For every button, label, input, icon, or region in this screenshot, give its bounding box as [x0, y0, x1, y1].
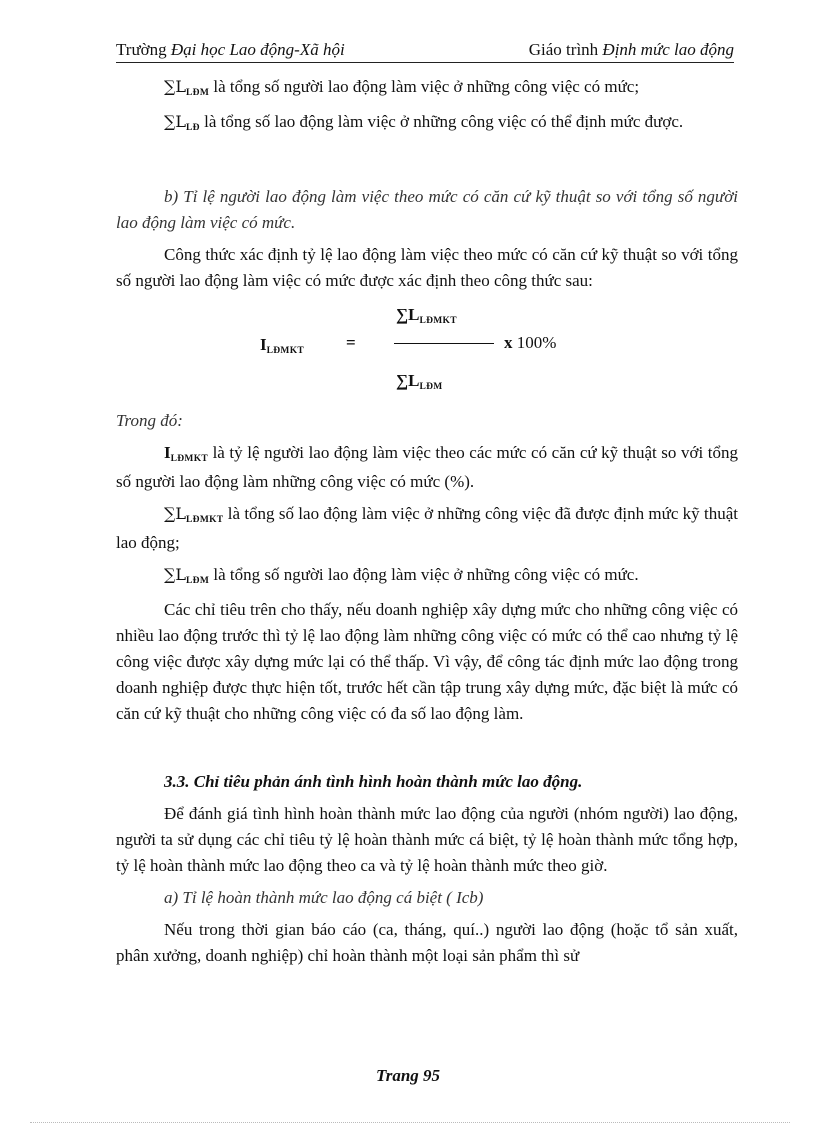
header-school: Trường Đại học Lao động-Xã hội: [116, 40, 345, 59]
section-3-3-intro: Để đánh giá tình hình hoàn thành mức lao động của người (nhóm người) lao động, người ta sử dụng các chỉ tiêu tỷ lệ hoàn thành mức cá biệt, tỷ lệ hoàn thành mức tổng hợp, tỷ lệ hoàn thành mức lao động theo ca và tỷ lệ hoàn thành mức theo giờ.: [116, 804, 738, 875]
definition-sum-ldm: ∑LLĐM là tổng số người lao động làm việc ở những công việc có mức;: [164, 77, 640, 98]
header-book-title: Giáo trình Định mức lao động: [528, 40, 734, 59]
definition-sum-ld: ∑LLĐ là tổng số lao động làm việc ở những công việc có thể định mức được.: [164, 112, 684, 133]
subsection-b-heading: b) Tỉ lệ người lao động làm việc theo mức có căn cứ kỹ thuật so với tổng số người lao động làm việc có mức.: [116, 187, 738, 232]
conclusion-paragraph: Các chỉ tiêu trên cho thấy, nếu doanh nghiệp xây dựng mức cho những công việc có nhiều lao động trước thì tỷ lệ lao động làm những công việc có mức có thể cao nhưng tỷ lệ công việc được xây dựng mức lại có thể thấp. Vì vậy, để công tác định mức lao động trong doanh nghiệp được thực hiện tốt, trước hết cần tập trung xây dựng mức, đặc biệt là mức có căn cứ kỹ thuật cho những công việc có đa số lao động làm.: [116, 600, 738, 723]
page-content: [116, 74, 738, 969]
ratio-formula: [116, 298, 738, 406]
formula-denominator: ∑LLĐM: [396, 371, 443, 392]
where-item-sum-ldmkt: ∑LLĐMKT là tổng số lao động làm việc ở những công việc đã được định mức kỹ thuật lao động;: [116, 504, 738, 552]
individual-ratio-paragraph: Nếu trong thời gian báo cáo (ca, tháng, quí..) người lao động (hoặc tổ sản xuất, phân xưởng, doanh nghiệp) chỉ hoàn thành một loại sản phẩm thì sử: [116, 920, 738, 965]
page-header: [116, 40, 734, 63]
formula-equals: =: [346, 333, 356, 352]
formula-numerator: ∑LLĐMKT: [396, 305, 457, 326]
where-item-sum-ldm: ∑LLĐM là tổng số người lao động làm việc ở những công việc có mức.: [164, 565, 639, 586]
section-3-3-heading: 3.3. Chỉ tiêu phản ánh tình hình hoàn thành mức lao động.: [164, 772, 583, 791]
formula-lhs: ILĐMKT: [260, 335, 305, 356]
subsection-a-heading: a) Tỉ lệ hoàn thành mức lao động cá biệt ( Icb): [164, 888, 484, 907]
formula-intro-paragraph: Công thức xác định tỷ lệ lao động làm việc theo mức có căn cứ kỹ thuật so với tổng số người lao động làm việc có mức được xác định theo công thức sau:: [116, 245, 738, 290]
formula-multiplier: x 100%: [504, 333, 557, 352]
where-label: Trong đó:: [116, 411, 183, 430]
page-number: Trang 95: [375, 1066, 441, 1085]
where-item-ildmkt: ILĐMKT là tỷ lệ người lao động làm việc theo các mức có căn cứ kỹ thuật so với tổng số người lao động làm những công việc có mức (%).: [116, 443, 738, 491]
fraction-bar: [394, 343, 494, 344]
